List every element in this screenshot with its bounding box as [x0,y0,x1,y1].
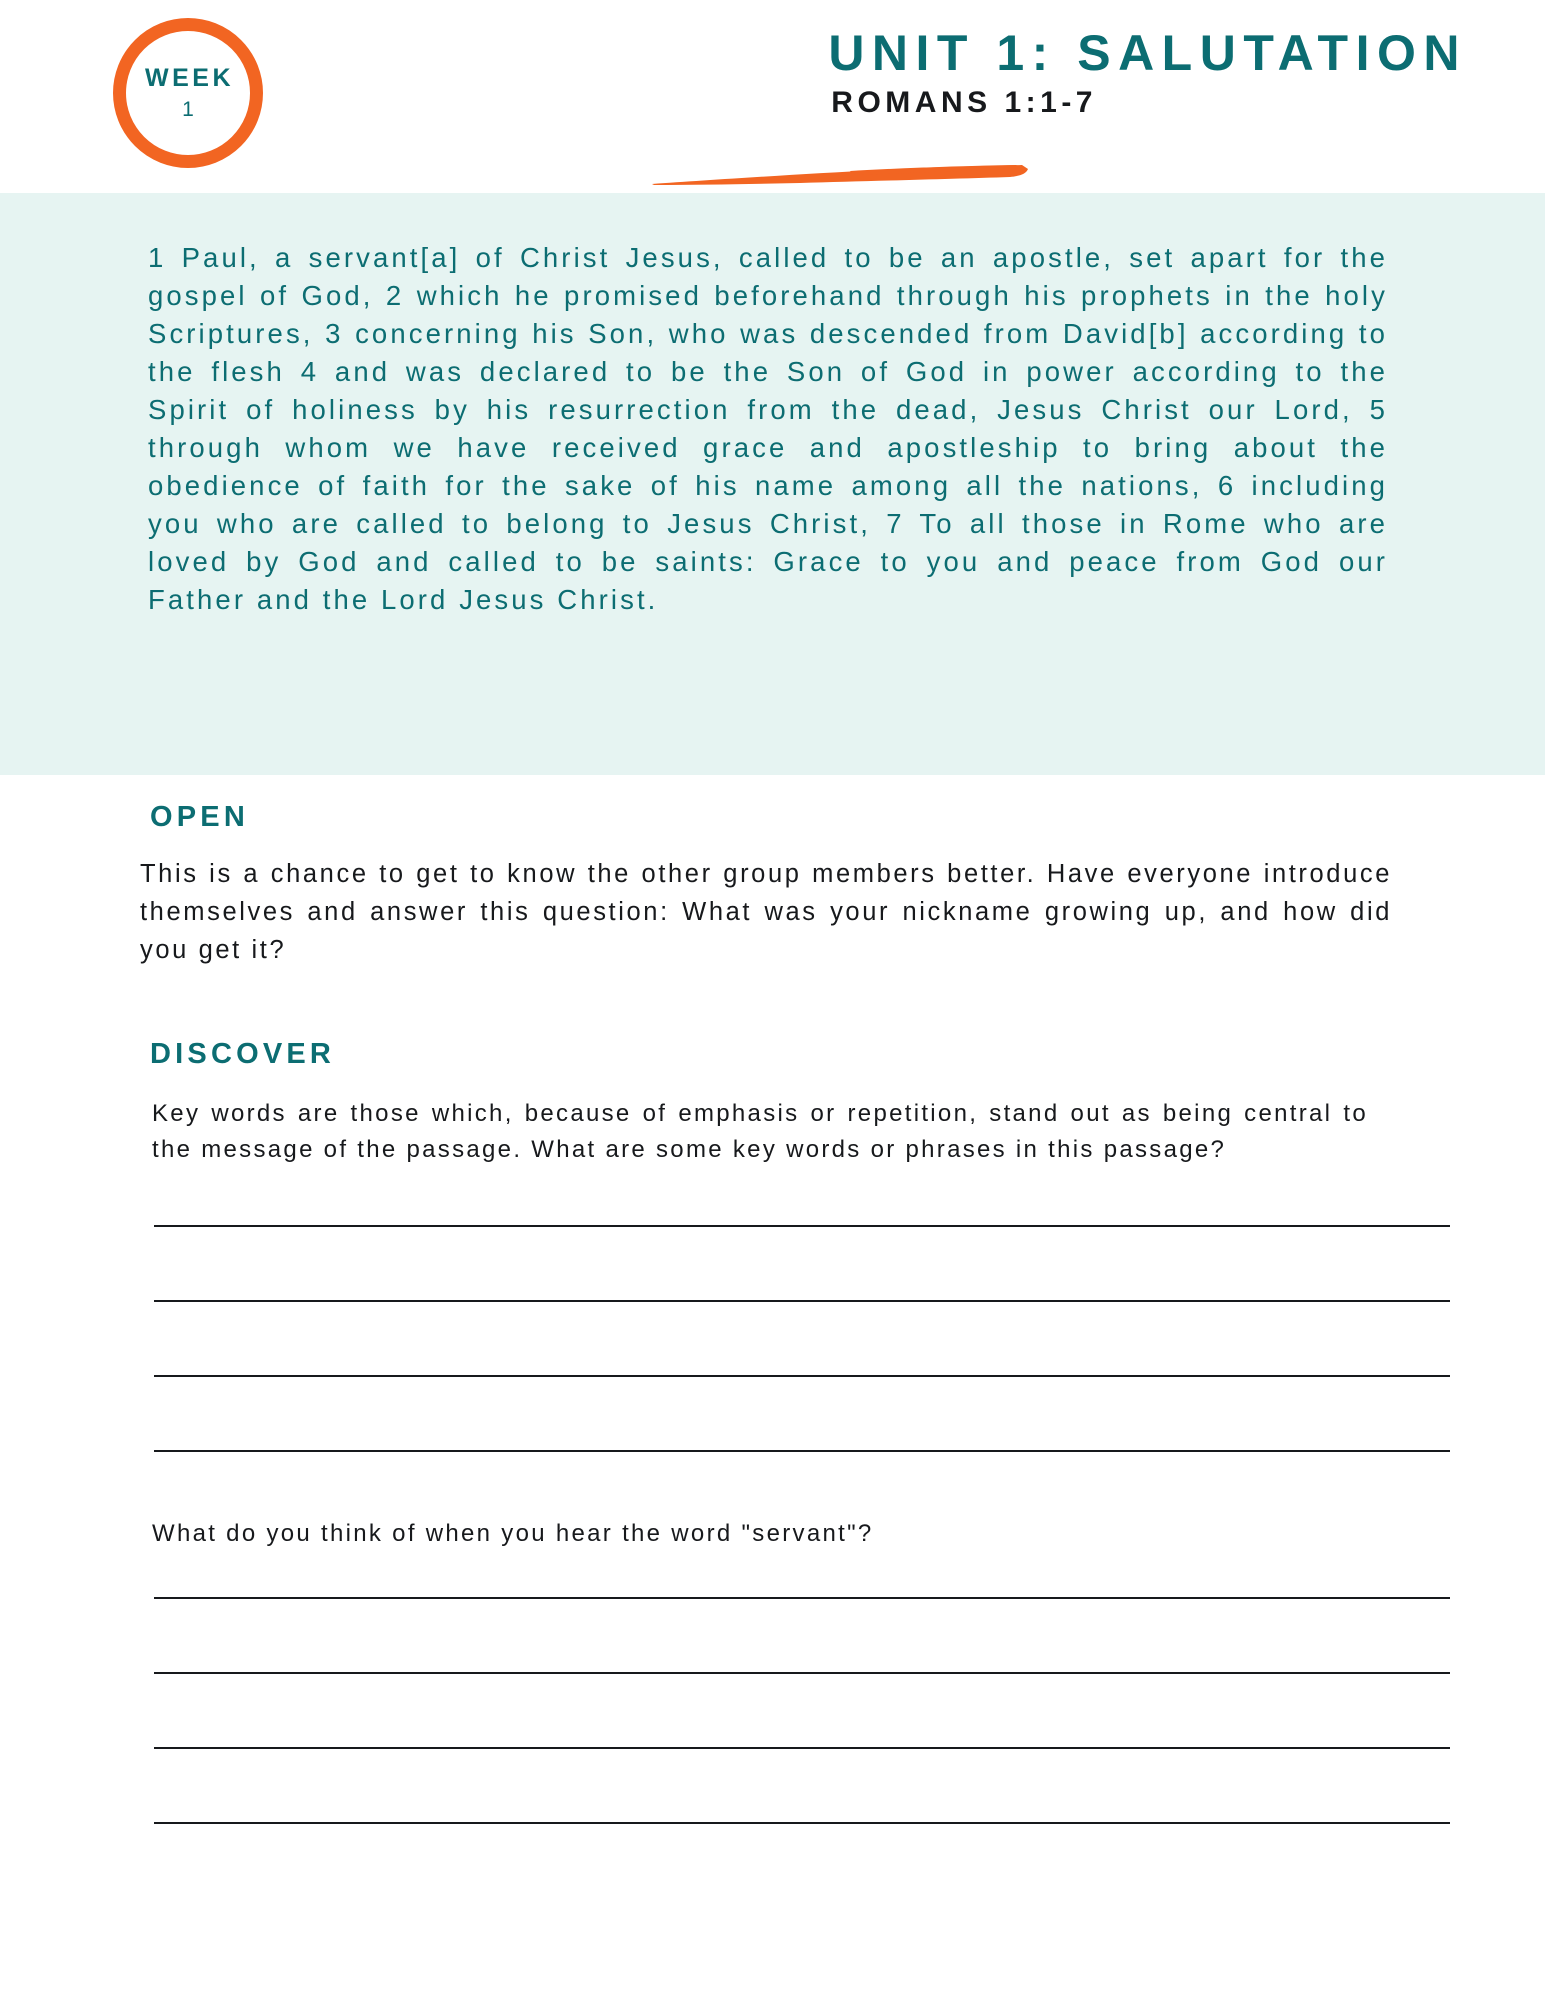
answer-line[interactable] [154,1450,1450,1452]
week-badge-label: WEEK [145,64,234,92]
answer-line[interactable] [154,1300,1450,1302]
answer-line[interactable] [154,1822,1450,1824]
scripture-band [0,193,1545,775]
answer-line[interactable] [154,1747,1450,1749]
page-header [0,0,1545,193]
section-heading-discover: DISCOVER [150,1038,336,1070]
answer-lines-group-2[interactable] [154,1597,1450,1824]
scripture-passage-text: 1 Paul, a servant[a] of Christ Jesus, called to be an apostle, set apart for the gospel of God, 2 which he promised beforehand through his prophets in the holy Scriptures, 3 concerning his Son, who was descended from David[b] according to the flesh 4 and was declared to be the Son of God in power according to the Spirit of holiness by his resurrection from the dead, Jesus Christ our Lord, 5 through whom we have received grace and apostleship to bring about the obedience of faith for the sake of his name among all the nations, 6 including you who are called to belong to Jesus Christ, 7 To all those in Rome who are loved by God and called to be saints: Grace to you and peace from God our Father and the Lord Jesus Christ. [148,242,1388,615]
answer-line[interactable] [154,1225,1450,1227]
answer-lines-group-1[interactable] [154,1225,1450,1452]
answer-line[interactable] [154,1672,1450,1674]
answer-line[interactable] [154,1375,1450,1377]
brush-stroke-underline-icon [650,160,1030,186]
page-title: UNIT 1: SALUTATION [828,25,1467,81]
section-heading-open: OPEN [150,801,249,833]
passage-reference: ROMANS 1:1-7 [831,86,1097,119]
discover-question-2: What do you think of when you hear the word "servant"? [152,1520,874,1547]
section-body-open: This is a chance to get to know the other group members better. Have everyone introduce themselves and answer this question: What was your nickname growing up, and how did you get it? [140,860,1392,964]
week-badge-number: 1 [182,98,194,121]
discover-question-1: Key words are those which, because of emphasis or repetition, stand out as being central to the message of the passage. What are some key words or phrases in this passage? [152,1100,1368,1163]
answer-line[interactable] [154,1597,1450,1599]
title-block [0,26,1467,119]
